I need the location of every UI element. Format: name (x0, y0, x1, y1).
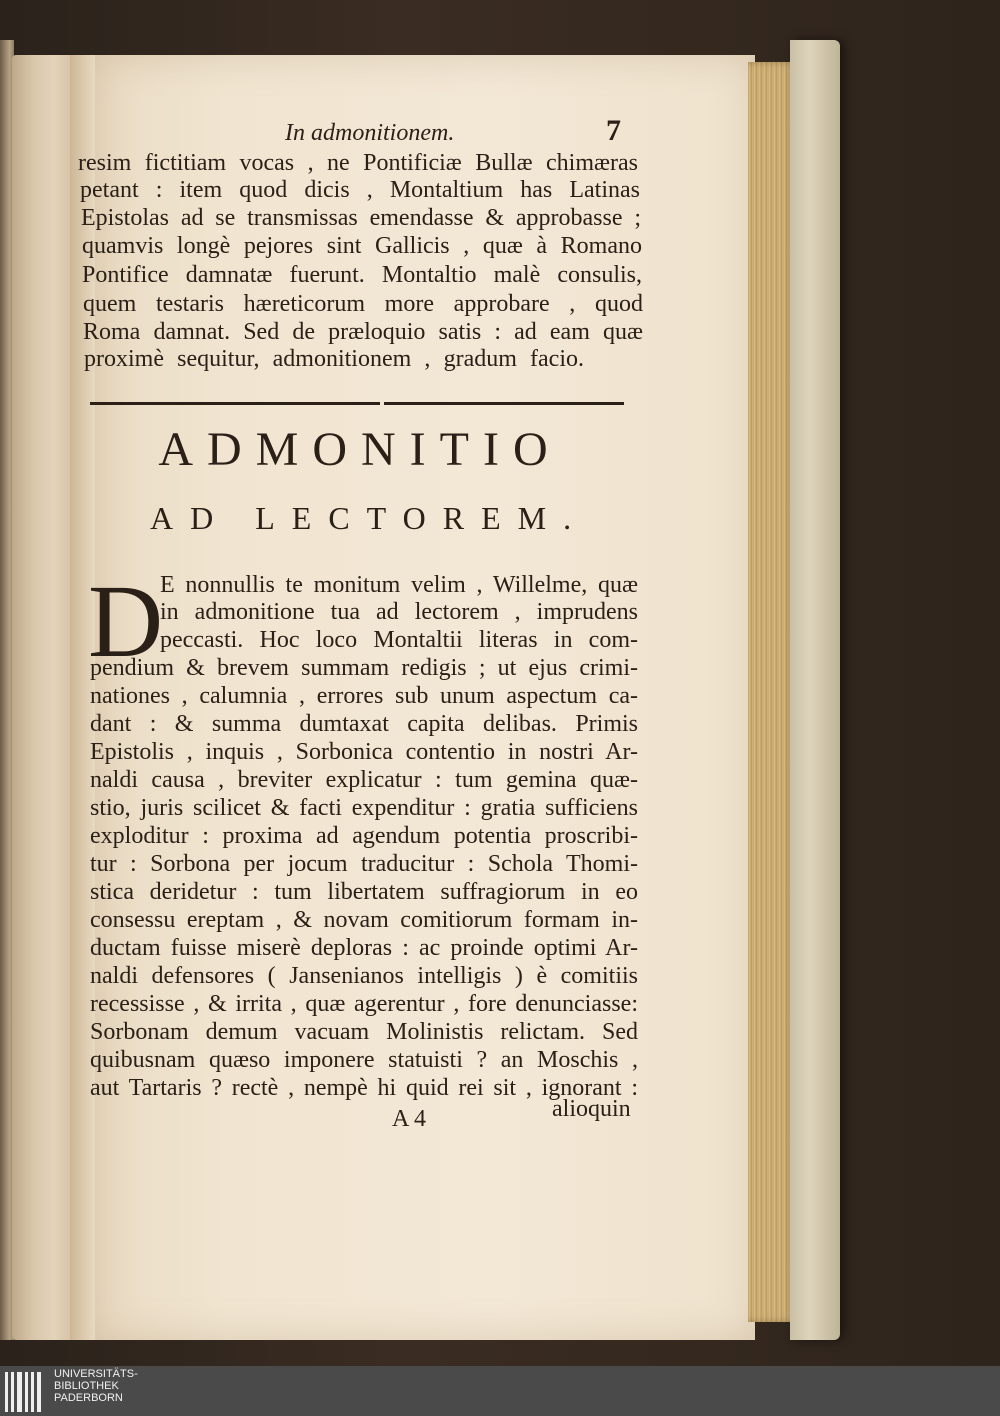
text-line: naldi causa , breviter explicatur : tum gemina quæ- (90, 767, 638, 793)
text-line: stica deridetur : tum libertatem suffragiorum in eo (90, 879, 638, 905)
text-line: consessu ereptam , & novam comitiorum formam in- (90, 907, 638, 933)
text-line: quamvis longè pejores sint Gallicis , quæ à Romano (82, 233, 642, 259)
text-line: Roma damnat. Sed de præloquio satis : ad eam quæ (83, 319, 643, 345)
text-line: recessisse , & irrita , quæ agerentur , fore denunciasse: (90, 991, 638, 1017)
text-line: nationes , calumnia , errores sub unum aspectum ca- (90, 683, 638, 709)
section-divider (90, 402, 380, 405)
text-line: Pontifice damnatæ fuerunt. Montaltio malè consulis, (82, 262, 642, 288)
text-line: peccasti. Hoc loco Montaltii literas in com- (160, 627, 638, 653)
text-line: ductam fuisse miserè deploras : ac proinde optimi Ar- (90, 935, 638, 961)
text-line: dant : & summa dumtaxat capita delibas. Primis (90, 711, 638, 737)
page-number: 7 (606, 114, 621, 147)
text-line: exploditur : proxima ad agendum potentia proscribi- (90, 823, 638, 849)
catchword: alioquin (552, 1096, 631, 1122)
footer-bar (0, 1366, 1000, 1416)
text-line: stio, juris scilicet & facti expenditur : gratia sufficiens (90, 795, 638, 821)
text-line: E nonnullis te monitum velim , Willelme, quæ (160, 572, 638, 598)
drop-cap: D (88, 564, 164, 679)
footer-institution-line: PADERBORN (54, 1392, 123, 1404)
text-line: tur : Sorbona per jocum traducitur : Schola Thomi- (90, 851, 638, 877)
section-divider (384, 402, 624, 405)
signature-mark: A 4 (392, 1106, 427, 1132)
right-cover-edge (790, 40, 840, 1340)
section-title: ADMONITIO (158, 423, 562, 476)
section-subtitle: AD LECTOREM. (150, 500, 589, 536)
text-line: resim fictitiam vocas , ne Pontificiæ Bullæ chimæras (78, 150, 638, 176)
text-line: aut Tartaris ? rectè , nempè hi quid rei sit , ignorant : (90, 1075, 638, 1101)
text-line: naldi defensores ( Jansenianos intelligis ) è comitiis (90, 963, 638, 989)
text-line: proximè sequitur, admonitionem , gradum facio. (84, 346, 584, 372)
text-line: Epistolis , inquis , Sorbonica contentio in nostri Ar- (90, 739, 638, 765)
footer-institution-line: UNIVERSITÄTS- (54, 1368, 138, 1380)
text-line: petant : item quod dicis , Montaltium has Latinas (80, 177, 640, 203)
library-logo-bars-icon (5, 1372, 43, 1412)
text-line: Sorbonam demum vacuam Molinistis relictam. Sed (90, 1019, 638, 1045)
text-line: Epistolas ad se transmissas emendasse & approbasse ; (81, 205, 641, 231)
text-line: quem testaris hæreticorum more approbare , quod (83, 291, 643, 317)
text-line: quibusnam quæso imponere statuisti ? an Moschis , (90, 1047, 638, 1073)
running-head: In admonitionem. (285, 120, 455, 146)
footer-institution-line: BIBLIOTHEK (54, 1380, 119, 1392)
text-line: in admonitione tua ad lectorem , imprudens (160, 599, 638, 625)
text-line: pendium & brevem summam redigis ; ut ejus crimi- (90, 655, 638, 681)
